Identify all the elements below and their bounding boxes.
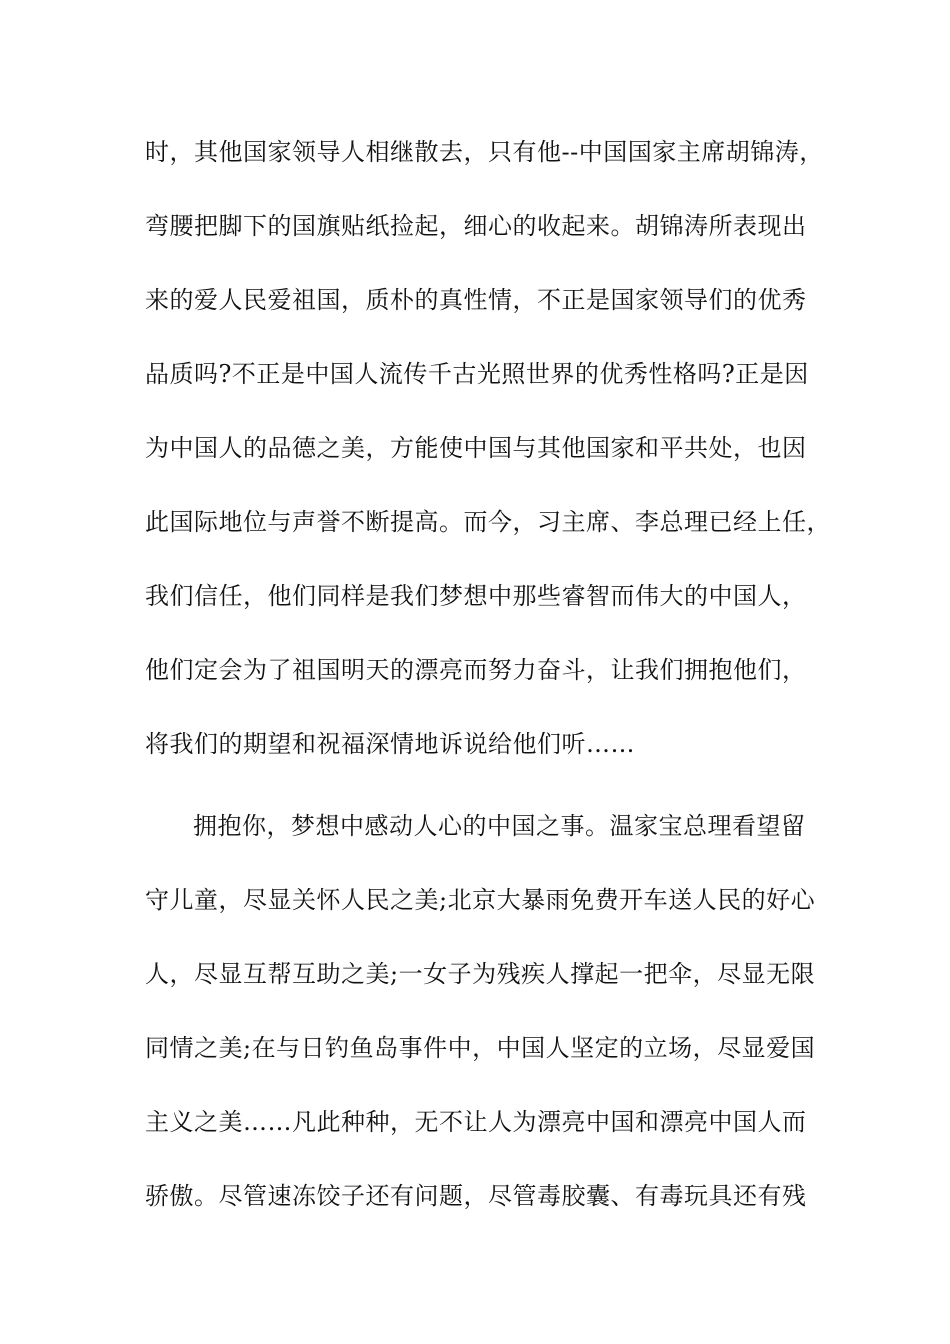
text-line: 他们定会为了祖国明天的漂亮而努力奋斗，让我们拥抱他们，	[145, 656, 807, 684]
text-line: 主义之美……凡此种种，无不让人为漂亮中国和漂亮中国人而	[145, 1108, 807, 1136]
text-line: 此国际地位与声誉不断提高。而今，习主席、李总理已经上任，	[145, 508, 831, 536]
text-line: 将我们的期望和祝福深情地诉说给他们听……	[145, 730, 635, 758]
text-line: 守儿童，尽显关怀人民之美;北京大暴雨免费开车送人民的好心	[145, 886, 816, 914]
text-line: 我们信任，他们同样是我们梦想中那些睿智而伟大的中国人，	[145, 582, 807, 610]
text-line: 时，其他国家领导人相继散去，只有他--中国国家主席胡锦涛，	[145, 138, 824, 166]
text-line: 人，尽显互帮互助之美;一女子为残疾人撑起一把伞，尽显无限	[145, 960, 816, 988]
text-line: 为中国人的品德之美，方能使中国与其他国家和平共处，也因	[145, 434, 807, 462]
text-line: 来的爱人民爱祖国，质朴的真性情，不正是国家领导们的优秀	[145, 286, 807, 314]
text-line: 弯腰把脚下的国旗贴纸捡起，细心的收起来。胡锦涛所表现出	[145, 212, 807, 240]
text-line: 品质吗?不正是中国人流传千古光照世界的优秀性格吗?正是因	[145, 360, 809, 388]
paragraph-first-line: 拥抱你，梦想中感动人心的中国之事。温家宝总理看望留	[193, 812, 806, 840]
text-line: 骄傲。尽管速冻饺子还有问题，尽管毒胶囊、有毒玩具还有残	[145, 1182, 807, 1210]
text-line: 同情之美;在与日钓鱼岛事件中，中国人坚定的立场，尽显爱国	[145, 1034, 816, 1062]
